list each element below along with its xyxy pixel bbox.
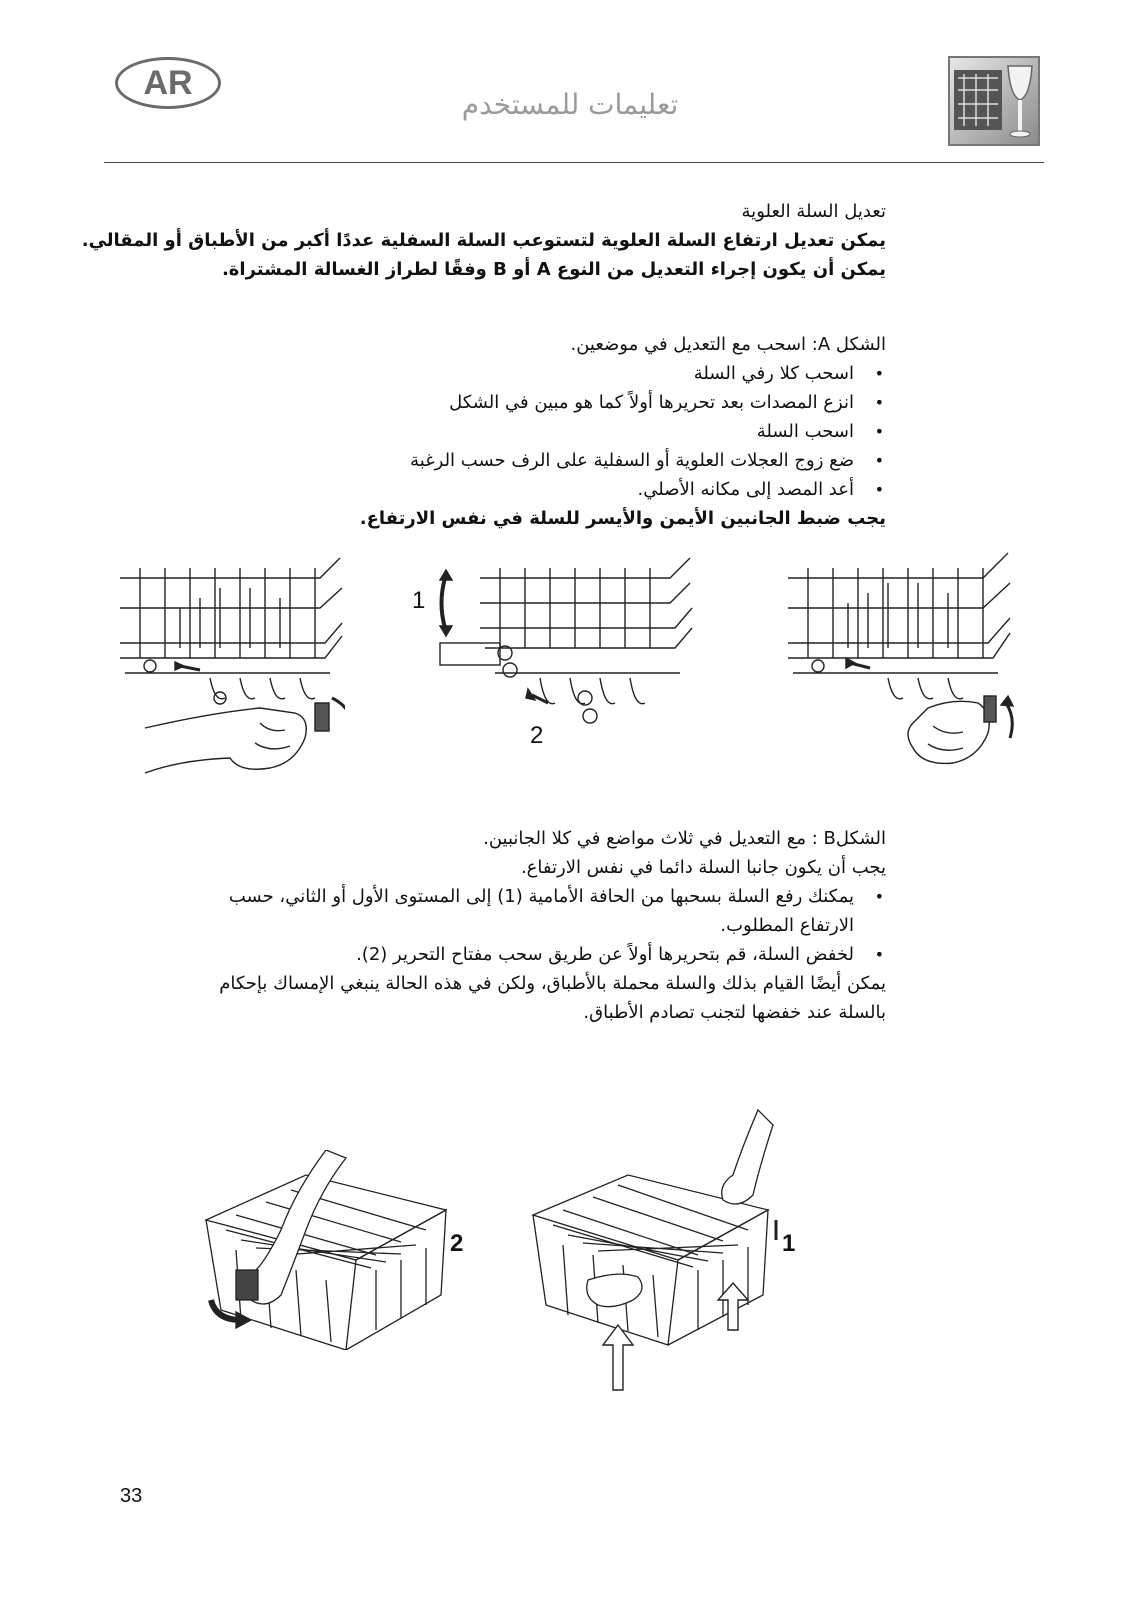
figure-b-right — [528, 1105, 778, 1395]
figure-a-left — [120, 548, 345, 786]
figure-b-left — [196, 1150, 456, 1350]
figure-b-label-1: 1 — [782, 1230, 796, 1257]
list-item: • اسحب كلا رفي السلة — [96, 359, 886, 388]
header-title: تعليمات للمستخدم — [461, 88, 679, 121]
header-divider — [104, 162, 1044, 163]
list-item — [96, 882, 886, 940]
figure-a-label-2: 2 — [530, 722, 544, 749]
basket-rack-icon — [120, 558, 342, 704]
list-item: • اسحب السلة — [96, 417, 886, 446]
basket-rack-icon — [440, 558, 692, 723]
shape-a-note: يجب ضبط الجانبين الأيمن والأيسر للسلة في نفس الارتفاع. — [359, 508, 886, 529]
basket-rack-icon — [788, 553, 1010, 699]
shape-a-steps — [96, 359, 886, 504]
figure-a-middle — [400, 548, 700, 786]
language-badge — [115, 57, 221, 109]
shape-a-title: الشكل A: اسحب مع التعديل في موضعين. — [570, 334, 886, 355]
intro-line-1: يمكن تعديل ارتفاع السلة العلوية لتستوعب السلة السفلية عددًا أكبر من الأطباق أو المقالي. — [81, 230, 886, 251]
list-item: • أعد المصد إلى مكانه الأصلي. — [96, 475, 886, 504]
shape-b-note: يجب أن يكون جانبا السلة دائما في نفس الارتفاع. — [520, 857, 886, 878]
hand-icon — [145, 698, 345, 773]
list-item: • لخفض السلة، قم بتحريرها أولاً عن طريق سحب مفتاح التحرير (2). — [96, 940, 886, 969]
figure-b-label-2: 2 — [450, 1230, 464, 1257]
shape-b-paragraph-line-1: يمكن أيضًا القيام بذلك والسلة محملة بالأطباق، ولكن في هذه الحالة ينبغي الإمساك بإحكام — [219, 973, 886, 994]
shape-b-title: الشكلB : مع التعديل في ثلاث مواضع في كلا الجانبين. — [483, 828, 886, 849]
hand-icon — [908, 696, 1013, 763]
section-heading: تعديل السلة العلوية — [741, 201, 886, 222]
shape-a-section — [96, 330, 886, 533]
figure-a-right — [788, 548, 1028, 786]
shape-b-steps — [96, 882, 886, 969]
intro-line-2: يمكن أن يكون إجراء التعديل من النوع A أو B وفقًا لطراز الغسالة المشتراة. — [221, 259, 886, 280]
bullet-1-line-1: • يمكنك رفع السلة بسحبها من الحافة الأمامية (1) إلى المستوى الأول أو الثاني، حسب — [228, 886, 854, 907]
hand-icon — [236, 1150, 346, 1304]
dishwasher-logo-icon — [948, 56, 1040, 146]
language-badge-label: AR — [143, 63, 193, 102]
hand-icon — [587, 1110, 773, 1307]
list-item: • انزع المصدات بعد تحريرها أولاً كما هو مبين في الشكل — [96, 388, 886, 417]
list-item: • ضع زوج العجلات العلوية أو السفلية على الرف حسب الرغبة — [96, 446, 886, 475]
shape-b-section — [96, 824, 886, 1027]
section-text — [81, 197, 886, 284]
figure-a-label-1: 1 — [412, 587, 426, 614]
shape-b-paragraph-line-2: بالسلة عند خفضها لتجنب تصادم الأطباق. — [583, 1002, 886, 1023]
bullet-1-line-2: الارتفاع المطلوب. — [720, 915, 854, 936]
page-number: 33 — [120, 1485, 143, 1507]
